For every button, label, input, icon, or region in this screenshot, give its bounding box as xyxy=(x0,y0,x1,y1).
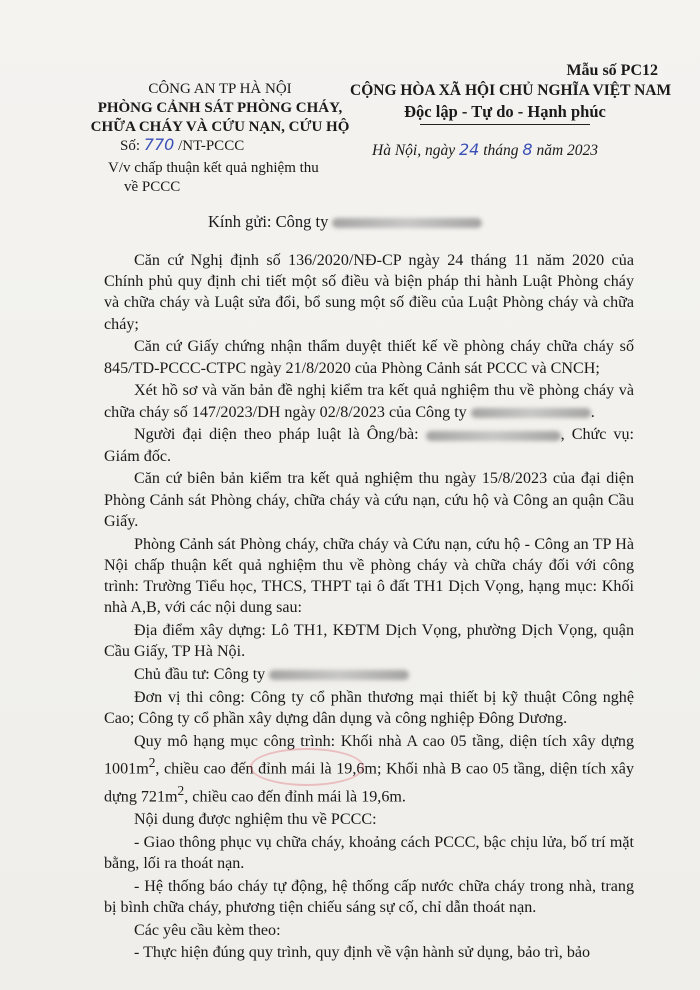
agency-name-line1: PHÒNG CẢNH SÁT PHÒNG CHÁY, xyxy=(97,100,343,116)
date-month-label: tháng xyxy=(483,142,519,159)
superscript-2: 2 xyxy=(148,755,156,771)
paragraph-scale xyxy=(104,731,634,807)
subject-line2: về PCCC xyxy=(124,179,181,195)
paragraph-item-systems: - Hệ thống báo cháy tự động, hệ thống cấp nước chữa cháy trong nhà, trang bị bình chữa cháy, phương tiện chiếu sáng sự cố, chỉ dẫn thoát nạn. xyxy=(104,877,634,916)
paragraph-dossier: Xét hồ sơ và văn bản đề nghị kiểm tra kết quả nghiệm thu về phòng cháy và chữa cháy số 147/2023/DH ngày 02/8/2023 của Công ty . xyxy=(104,382,634,421)
date-month-handwritten: 8 xyxy=(522,140,533,159)
scale-text-b: , chiều cao đến đỉnh mái là 19,6m; Khối nhà B cao 05 tầng, diện tích xây dựng 721m xyxy=(104,760,634,805)
redacted-person-name xyxy=(426,431,561,441)
paragraph-decree: Căn cứ Nghị định số 136/2020/NĐ-CP ngày 24 tháng 11 năm 2020 của Chính phủ quy định chi tiết một số điều và biện pháp thi hành Luật Phòng cháy và chữa cháy và Luật sửa đổi, bổ sung một số điều của Luật Phòng cháy và chữa cháy; xyxy=(104,252,634,333)
paragraph-investor xyxy=(104,664,634,685)
agency-name-line2: CHỮA CHÁY VÀ CỨU NẠN, CỨU HỘ xyxy=(90,119,350,135)
paragraph-certificate: Căn cứ Giấy chứng nhận thẩm duyệt thiết kế về phòng cháy chữa cháy số 845/TD-PCCC-CTPC ngày 21/8/2020 của Phòng Cảnh sát PCCC và CNCH; xyxy=(104,338,634,377)
greeting-text: Kính gửi: Công ty xyxy=(208,212,329,231)
redacted-company-name xyxy=(269,670,409,680)
superscript-2: 2 xyxy=(177,782,185,798)
document-number xyxy=(120,135,244,155)
paragraph-item-traffic: - Giao thông phục vụ chữa cháy, khoảng cách PCCC, bậc chịu lửa, bố trí mặt bằng, lối ra thoát nạn. xyxy=(104,833,634,872)
paragraph-accepted-content: Nội dung được nghiệm thu về PCCC: xyxy=(134,810,377,828)
national-header xyxy=(350,80,672,125)
paragraph-representative xyxy=(104,424,634,466)
document-body xyxy=(104,250,634,965)
paragraph-requirements: Các yêu cầu kèm theo: xyxy=(134,921,281,939)
doc-number-prefix: Số: xyxy=(120,138,141,154)
subject-line1: V/v chấp thuận kết quả nghiệm thu xyxy=(108,160,319,176)
date-place: Hà Nội, ngày xyxy=(372,142,456,159)
date-line xyxy=(372,140,598,160)
form-number: Mẫu số PC12 xyxy=(566,62,658,79)
scale-text-c: , chiều cao đến đỉnh mái là 19,6m. xyxy=(184,787,406,805)
paragraph-approval: Phòng Cảnh sát Phòng cháy, chữa cháy và Cứu nạn, cứu hộ - Công an TP Hà Nội chấp thuận kết quả nghiệm thu về phòng cháy và chữa cháy đối với công trình: Trường Tiểu học, THCS, THPT tại ô đất TH1 Dịch Vọng, hạng mục: Khối nhà A,B, với các nội dung sau: xyxy=(104,535,634,617)
redacted-company-name xyxy=(332,218,482,228)
redacted-company-name xyxy=(471,408,591,418)
date-year: năm 2023 xyxy=(536,142,599,159)
faint-stamp-mark xyxy=(250,748,364,786)
dossier-text: Xét hồ sơ và văn bản đề nghị kiểm tra kết quả nghiệm thu về phòng cháy và chữa cháy số 147/2023/DH ngày 02/8/2023 của Công ty xyxy=(104,382,634,421)
representative-label: Người đại diện theo pháp luật là Ông/bà: xyxy=(134,426,419,444)
representative-position: , Chức vụ: Giám đốc. xyxy=(104,426,634,465)
doc-number-handwritten: 770 xyxy=(143,135,175,154)
subject-line xyxy=(108,159,348,197)
paragraph-item-procedures: - Thực hiện đúng quy trình, quy định về vận hành sử dụng, bảo trì, bảo xyxy=(134,944,591,962)
scale-text-a: Quy mô hạng mục công trình: Khối nhà A cao 05 tầng, diện tích xây dựng 1001m xyxy=(104,732,634,778)
doc-number-suffix: /NT-PCCC xyxy=(178,138,245,154)
ministry-name: CÔNG AN TP HÀ NỘI xyxy=(148,81,292,97)
issuer-header xyxy=(90,80,350,137)
country-name: CỘNG HÒA XÃ HỘI CHỦ NGHĨA VIỆT NAM xyxy=(350,82,672,99)
investor-text: Chủ đầu tư: Công ty xyxy=(134,666,266,684)
paragraph-contractor: Đơn vị thi công: Công ty cổ phần thương mại thiết bị kỹ thuật Công nghệ Cao; Công ty cổ phần xây dựng dân dụng và công nghiệp Đông Dương. xyxy=(104,688,634,728)
motto-underline xyxy=(420,124,590,125)
national-motto: Độc lập - Tự do - Hạnh phúc xyxy=(404,102,606,121)
date-day-handwritten: 24 xyxy=(458,140,480,159)
paragraph-inspection-minutes: Căn cứ biên bản kiểm tra kết quả nghiệm thu ngày 15/8/2023 của đại diện Phòng Cảnh sát Phòng cháy, chữa cháy và cứu nạn, cứu hộ và Công an quận Cầu Giấy. xyxy=(104,470,634,530)
recipient-greeting xyxy=(208,212,482,232)
paragraph-location: Địa điểm xây dựng: Lô TH1, KĐTM Dịch Vọng, phường Dịch Vọng, quận Cầu Giấy, TP Hà Nội. xyxy=(104,622,634,661)
